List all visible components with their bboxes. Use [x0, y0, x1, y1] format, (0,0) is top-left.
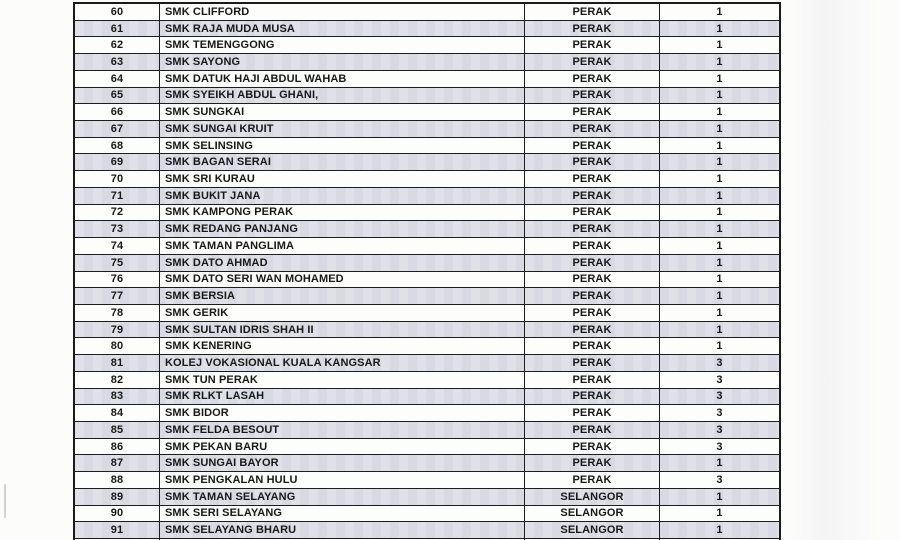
table-row — [75, 138, 779, 155]
table-row — [75, 21, 779, 38]
row-number-cell: 87 — [75, 455, 160, 471]
state-cell: PERAK — [525, 355, 660, 371]
school-name-cell: SMK SUNGKAI — [160, 104, 525, 120]
count-cell: 3 — [716, 373, 723, 386]
state-cell: PERAK — [525, 138, 660, 154]
school-name-cell: SMK BIDOR — [160, 405, 525, 421]
state-cell: PERAK — [525, 472, 660, 488]
row-number-cell: 62 — [75, 37, 160, 53]
state-cell: PERAK — [525, 439, 660, 455]
count-cell: 3 — [716, 440, 723, 453]
state-cell: PERAK — [525, 37, 660, 53]
row-number-cell: 90 — [75, 506, 160, 522]
school-name-cell: SMK DATUK HAJI ABDUL WAHAB — [160, 71, 525, 87]
school-name-cell: SMK BUKIT JANA — [160, 188, 525, 204]
row-number-cell: 86 — [75, 439, 160, 455]
count-cell: 1 — [716, 89, 723, 102]
table-row — [75, 472, 779, 489]
state-cell: PERAK — [525, 305, 660, 321]
table-row — [75, 338, 779, 355]
count-cell: 1 — [716, 223, 723, 236]
count-cell: 3 — [716, 423, 723, 436]
state-cell: PERAK — [525, 221, 660, 237]
row-number-cell: 84 — [75, 405, 160, 421]
count-cell: 1 — [716, 306, 723, 319]
table-row — [75, 154, 779, 171]
row-number-cell: 82 — [75, 372, 160, 388]
table-row — [75, 104, 779, 121]
table-row — [75, 405, 779, 422]
state-cell: SELANGOR — [525, 506, 660, 522]
table-row — [75, 372, 779, 389]
row-number-cell: 74 — [75, 238, 160, 254]
school-name-cell: KOLEJ VOKASIONAL KUALA KANGSAR — [160, 355, 525, 371]
school-name-cell: SMK SUNGAI BAYOR — [160, 455, 525, 471]
school-name-cell: SMK GERIK — [160, 305, 525, 321]
count-cell: 1 — [716, 106, 723, 119]
state-cell: PERAK — [525, 21, 660, 37]
school-list-table — [73, 2, 781, 540]
row-number-cell: 64 — [75, 71, 160, 87]
count-cell: 1 — [716, 340, 723, 353]
row-number-cell: 68 — [75, 138, 160, 154]
state-cell: PERAK — [525, 322, 660, 338]
school-name-cell: SMK KENERING — [160, 338, 525, 354]
row-number-cell: 77 — [75, 288, 160, 304]
count-cell: 3 — [716, 356, 723, 369]
table-row — [75, 288, 779, 305]
scan-bleed-band — [790, 0, 880, 540]
state-cell: PERAK — [525, 255, 660, 271]
row-number-cell: 67 — [75, 121, 160, 137]
table-row — [75, 305, 779, 322]
row-number-cell: 71 — [75, 188, 160, 204]
school-name-cell: SMK RLKT LASAH — [160, 389, 525, 405]
school-name-cell: SMK REDANG PANJANG — [160, 221, 525, 237]
count-cell: 3 — [716, 407, 723, 420]
count-cell: 1 — [716, 5, 723, 18]
state-cell: PERAK — [525, 405, 660, 421]
school-name-cell: SMK SUNGAI KRUIT — [160, 121, 525, 137]
state-cell: PERAK — [525, 121, 660, 137]
row-number-cell: 80 — [75, 338, 160, 354]
school-name-cell: SMK SELAYANG BHARU — [160, 522, 525, 538]
school-name-cell: SMK DATO AHMAD — [160, 255, 525, 271]
state-cell: PERAK — [525, 54, 660, 70]
table-row — [75, 4, 779, 21]
row-number-cell: 85 — [75, 422, 160, 438]
school-name-cell: SMK SERI SELAYANG — [160, 506, 525, 522]
school-name-cell: SMK PENGKALAN HULU — [160, 472, 525, 488]
state-cell: PERAK — [525, 238, 660, 254]
row-number-cell: 61 — [75, 21, 160, 37]
school-name-cell: SMK FELDA BESOUT — [160, 422, 525, 438]
count-cell: 3 — [716, 390, 723, 403]
school-name-cell: SMK SELINSING — [160, 138, 525, 154]
school-name-cell: SMK TAMAN PANGLIMA — [160, 238, 525, 254]
count-cell: 1 — [716, 256, 723, 269]
state-cell: PERAK — [525, 338, 660, 354]
table-row — [75, 37, 779, 54]
table-row — [75, 506, 779, 523]
table-row — [75, 489, 779, 506]
state-cell: PERAK — [525, 88, 660, 104]
row-number-cell: 88 — [75, 472, 160, 488]
state-cell: PERAK — [525, 422, 660, 438]
scan-pencil-mark — [4, 484, 6, 518]
count-cell: 1 — [716, 22, 723, 35]
school-name-cell: SMK DATO SERI WAN MOHAMED — [160, 272, 525, 288]
row-number-cell: 76 — [75, 272, 160, 288]
table-row — [75, 71, 779, 88]
table-row — [75, 522, 779, 539]
state-cell: SELANGOR — [525, 489, 660, 505]
table-row — [75, 439, 779, 456]
state-cell: PERAK — [525, 104, 660, 120]
count-cell: 1 — [716, 507, 723, 520]
table-row — [75, 188, 779, 205]
count-cell: 1 — [716, 206, 723, 219]
table-row — [75, 422, 779, 439]
table-row — [75, 54, 779, 71]
state-cell: PERAK — [525, 288, 660, 304]
school-name-cell: SMK KAMPONG PERAK — [160, 205, 525, 221]
count-cell: 1 — [716, 490, 723, 503]
state-cell: PERAK — [525, 372, 660, 388]
row-number-cell: 63 — [75, 54, 160, 70]
state-cell: PERAK — [525, 4, 660, 20]
school-name-cell: SMK BAGAN SERAI — [160, 154, 525, 170]
school-name-cell: SMK SRI KURAU — [160, 171, 525, 187]
table-row — [75, 455, 779, 472]
count-cell: 3 — [716, 473, 723, 486]
school-name-cell: SMK TUN PERAK — [160, 372, 525, 388]
row-number-cell: 78 — [75, 305, 160, 321]
state-cell: PERAK — [525, 455, 660, 471]
count-cell: 1 — [716, 524, 723, 537]
row-number-cell: 66 — [75, 104, 160, 120]
state-cell: PERAK — [525, 205, 660, 221]
school-name-cell: SMK BERSIA — [160, 288, 525, 304]
count-cell: 1 — [716, 290, 723, 303]
count-cell: 1 — [716, 273, 723, 286]
table-row — [75, 88, 779, 105]
count-cell: 1 — [716, 56, 723, 69]
school-name-cell: SMK RAJA MUDA MUSA — [160, 21, 525, 37]
row-number-cell: 79 — [75, 322, 160, 338]
school-name-cell: SMK TEMENGGONG — [160, 37, 525, 53]
school-name-cell: SMK SULTAN IDRIS SHAH II — [160, 322, 525, 338]
row-number-cell: 75 — [75, 255, 160, 271]
state-cell: PERAK — [525, 389, 660, 405]
school-name-cell: SMK SYEIKH ABDUL GHANI, — [160, 88, 525, 104]
table-row — [75, 238, 779, 255]
count-cell: 1 — [716, 189, 723, 202]
row-number-cell: 60 — [75, 4, 160, 20]
count-cell: 1 — [716, 122, 723, 135]
state-cell: PERAK — [525, 171, 660, 187]
state-cell: PERAK — [525, 272, 660, 288]
table-row — [75, 221, 779, 238]
table-row — [75, 355, 779, 372]
table-row — [75, 255, 779, 272]
table-row — [75, 121, 779, 138]
state-cell: SELANGOR — [525, 522, 660, 538]
row-number-cell: 89 — [75, 489, 160, 505]
school-name-cell: SMK PEKAN BARU — [160, 439, 525, 455]
count-cell: 1 — [716, 239, 723, 252]
row-number-cell: 70 — [75, 171, 160, 187]
school-name-cell: SMK SAYONG — [160, 54, 525, 70]
state-cell: PERAK — [525, 154, 660, 170]
row-number-cell: 83 — [75, 389, 160, 405]
school-name-cell: SMK TAMAN SELAYANG — [160, 489, 525, 505]
row-number-cell: 73 — [75, 221, 160, 237]
school-name-cell: SMK CLIFFORD — [160, 4, 525, 20]
table-row — [75, 171, 779, 188]
count-cell: 1 — [716, 139, 723, 152]
state-cell: PERAK — [525, 71, 660, 87]
row-number-cell: 81 — [75, 355, 160, 371]
count-cell: 1 — [716, 457, 723, 470]
count-cell: 1 — [716, 156, 723, 169]
row-number-cell: 65 — [75, 88, 160, 104]
table-row — [75, 272, 779, 289]
count-cell: 1 — [716, 39, 723, 52]
count-cell: 1 — [716, 72, 723, 85]
row-number-cell: 91 — [75, 522, 160, 538]
state-cell: PERAK — [525, 188, 660, 204]
table-row — [75, 389, 779, 406]
row-number-cell: 69 — [75, 154, 160, 170]
table-row — [75, 322, 779, 339]
row-number-cell: 72 — [75, 205, 160, 221]
table-row — [75, 205, 779, 222]
count-cell: 1 — [716, 173, 723, 186]
count-cell: 1 — [716, 323, 723, 336]
